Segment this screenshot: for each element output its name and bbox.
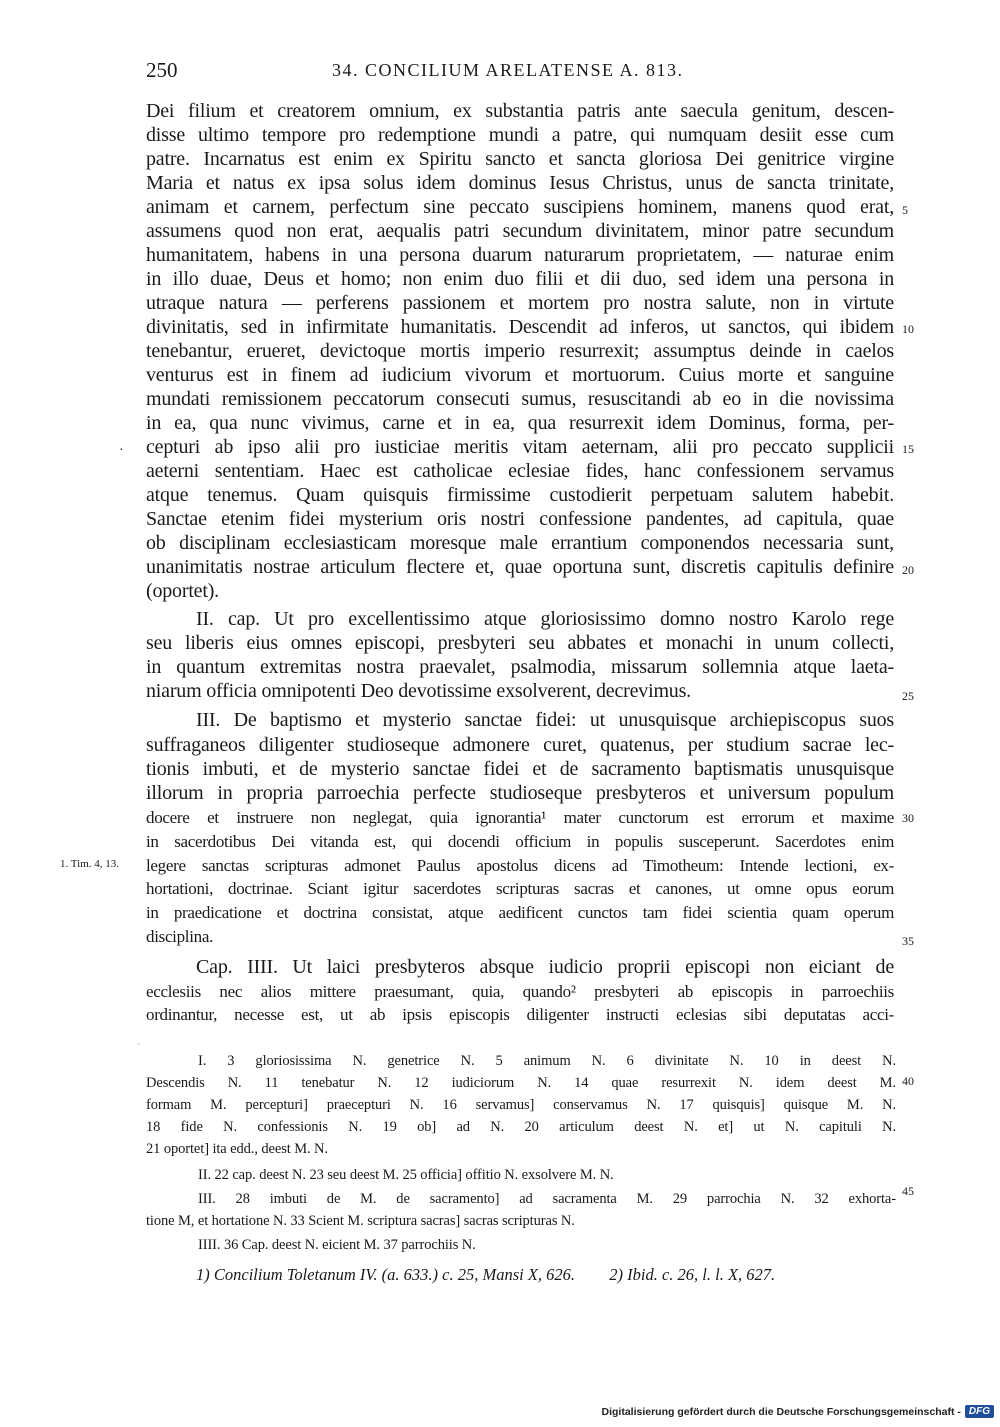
body-line: Cap. IIII. Ut laici presbyteros absque iudicio proprii episcopi non eiciant de: [196, 956, 894, 978]
body-line: III. De baptismo et mysterio sanctae fidei: ut unusquisque archiepiscopus suos: [196, 709, 894, 731]
line-number: 45: [902, 1184, 914, 1198]
footnotes: [196, 1265, 775, 1285]
apparatus-line: III. 28 imbuti de M. de sacramento] ad sacramenta M. 29 parrochia N. 32 exhorta-: [198, 1191, 896, 1207]
body-line: assumens quod non erat, aequalis patri secundum divinitatem, minor patre secundum: [146, 220, 894, 242]
body-line: divinitatis, sed in infirmitate humanitatis. Descendit ad inferos, ut sanctos, qui ibidem: [146, 316, 894, 338]
dfg-logo: DFG: [965, 1405, 994, 1418]
body-line: mundati remissionem peccatorum consecuti sumus, resuscitandi ab eo in die novissima: [146, 388, 894, 410]
body-line: disciplina.: [146, 927, 214, 946]
body-line: ecclesiis nec alios mittere praesumant, quia, quando² presbyteri ab episcopis in parroechiis: [146, 982, 894, 1001]
page-number: 250: [146, 58, 178, 82]
body-line: seu liberis eius omnes episcopi, presbyteri seu abbates et monachi in unum collecti,: [146, 632, 894, 654]
body-line: in illo duae, Deus et homo; non enim duo filii et dii duo, sed idem una persona in: [146, 268, 894, 290]
body-line: Dei filium et creatorem omnium, ex substantia patris ante saecula genitum, descen-: [146, 100, 894, 122]
body-line: suffraganeos diligenter studioseque admonere curet, quatenus, per studium sacrae lec-: [146, 734, 894, 756]
body-line: atque tenemus. Quam quisquis firmissime custodierit perpetuam salutem habebit.: [146, 484, 894, 506]
body-line: docere et instruere non neglegat, quia ignorantia¹ mater cunctorum est errorum et maxime: [146, 808, 894, 827]
footnote-2: 2) Ibid. c. 26, l. l. X, 627.: [609, 1265, 776, 1284]
line-number: 25: [902, 689, 914, 703]
running-header: 34. CONCILIUM ARELATENSE A. 813.: [332, 60, 684, 80]
body-line: animam et carnem, perfectum sine peccato suscipiens hominem, manens quod erat,: [146, 196, 894, 218]
body-line: disse ultimo tempore pro redemptione mundi a patre, qui numquam desiit esse cum: [146, 124, 894, 146]
body-line: humanitatem, habens in una persona duarum naturarum proprietatem, — naturae enim: [146, 244, 894, 266]
body-line: aeterni sententiam. Haec est catholicae eclesiae fides, hanc confessionem servamus: [146, 460, 894, 482]
line-number: 40: [902, 1074, 914, 1088]
apparatus-line: IIII. 36 Cap. deest N. eicient M. 37 parrochiis N.: [198, 1237, 476, 1253]
body-line: in praedicatione et doctrina consistat, atque aedificent cunctos tam fidei scientia quam operum: [146, 903, 894, 922]
body-line: II. cap. Ut pro excellentissimo atque gloriosissimo domno nostro Karolo rege: [196, 608, 894, 630]
body-line: in quantum extremitas nostra praevalet, psalmodia, missarum sollemnia atque laeta-: [146, 656, 894, 678]
margin-dot: ·: [119, 443, 124, 458]
body-line: ordinantur, necesse est, ut ab ipsis episcopis diligenter instructi eclesias sibi deputatas acci-: [146, 1005, 894, 1024]
body-line: niarum officia omnipotenti Deo devotissime exsolverent, decrevimus.: [146, 680, 691, 702]
apparatus-line: Descendis N. 11 tenebatur N. 12 iudiciorum N. 14 quae resurrexit N. idem deest M.: [146, 1075, 896, 1091]
body-line: patre. Incarnatus est enim ex Spiritu sancto et sancta gloriosa Dei genitrice virgine: [146, 148, 894, 170]
line-number: 20: [902, 563, 914, 577]
body-line: (oportet).: [146, 580, 219, 602]
apparatus-line: formam M. percepturi] praecepturi N. 16 servamus] conservamus N. 17 quisquis] quisque M. N.: [146, 1097, 896, 1113]
apparatus-line: tione M, et hortatione N. 33 Scient M. scriptura sacras] sacras scripturas N.: [146, 1213, 575, 1229]
digitization-footer: [602, 1405, 995, 1418]
margin-reference: 1. Tim. 4, 13.: [60, 858, 119, 870]
line-number: 5: [902, 203, 908, 217]
body-line: illorum in propria parroechia perfecte studioseque presbyteros et universum populum: [146, 782, 894, 804]
line-number: 10: [902, 322, 914, 336]
body-line: tionis imbuti, et de mysterio sanctae fidei et de sacramento baptismatis unusquisque: [146, 758, 894, 780]
margin-mark: `: [137, 1043, 141, 1054]
body-line: Sanctae etenim fidei mysterium oris nostri confessione pandentes, ad capitula, quae: [146, 508, 894, 530]
line-number: 30: [902, 811, 914, 825]
line-number: 15: [902, 442, 914, 456]
body-line: venturus est in finem ad iudicium vivorum et mortuorum. Cuius morte et sanguine: [146, 364, 894, 386]
apparatus-line: 21 oportet] ita edd., deest M. N.: [146, 1141, 328, 1157]
body-line: Maria et natus ex ipsa solus idem dominus Iesus Christus, unus de sancta trinitate,: [146, 172, 894, 194]
body-line: utraque natura — perferens passionem et mortem pro nostra salute, non in virtute: [146, 292, 894, 314]
apparatus-line: II. 22 cap. deest N. 23 seu deest M. 25 officia] offitio N. exsolvere M. N.: [198, 1167, 614, 1183]
body-line: legere sanctas scripturas admonet Paulus apostolus dicens ad Timotheum: Intende lectioni, ex-: [146, 856, 894, 875]
body-line: unanimitatis nostrae articulum flectere et, quae oportuna sunt, discretis capitulis definire: [146, 556, 894, 578]
body-line: cepturi ab ipso alii pro iusticiae meritis vitam aeternam, alii pro peccato supplicii: [146, 436, 894, 458]
apparatus-line: I. 3 gloriosissima N. genetrice N. 5 animum N. 6 divinitate N. 10 in deest N.: [198, 1053, 896, 1069]
body-line: in sacerdotibus Dei vitanda est, qui docendi officium in populis susceperunt. Sacerdotes enim: [146, 832, 894, 851]
footnote-1: 1) Concilium Toletanum IV. (a. 633.) c. 25, Mansi X, 626.: [196, 1265, 576, 1284]
line-number: 35: [902, 934, 914, 948]
body-line: in ea, qua nunc vivimus, carne et in ea, qua resurrexit idem Dominus, forma, per-: [146, 412, 894, 434]
body-line: hortationi, doctrinae. Sciant igitur sacerdotes scripturas sacras et canones, ut omne opus eorum: [146, 879, 894, 898]
apparatus-line: 18 fide N. confessionis N. 19 ob] ad N. 20 articulum deest N. et] ut N. capituli N.: [146, 1119, 896, 1135]
body-line: tenebantur, erueret, devictoque mortis imperio resurrexit; assumptus deinde in caelos: [146, 340, 894, 362]
body-line: ob disciplinam ecclesiasticam moresque male errantium componendos necessaria sunt,: [146, 532, 894, 554]
footer-text: Digitalisierung gefördert durch die Deutsche Forschungsgemeinschaft -: [601, 1405, 961, 1418]
